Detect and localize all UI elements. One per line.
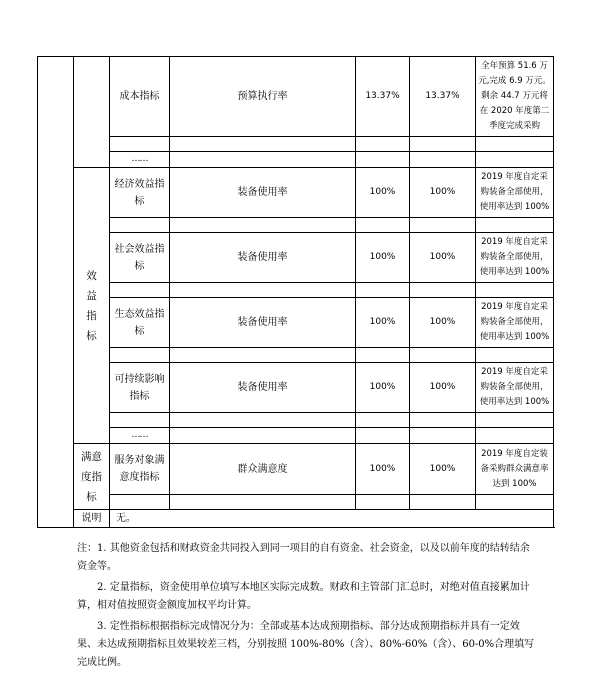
notes-section — [77, 540, 537, 675]
table-row — [38, 413, 554, 428]
explain-value-cell: 无。 — [110, 510, 554, 528]
satisfaction-actual-cell: 100% — [410, 444, 476, 495]
satisfaction-l1-label: 满意度指标 — [81, 450, 102, 503]
table-row — [38, 348, 554, 363]
benefit-indicator-cell: 装备使用率 — [170, 233, 356, 283]
satisfaction-l1-cell — [74, 444, 110, 510]
benefit-target-cell: 100% — [356, 363, 410, 413]
satisfaction-l2-cell: 服务对象满意度指标 — [110, 444, 170, 495]
satisfaction-target-cell: 100% — [356, 444, 410, 495]
benefit-target-cell: 100% — [356, 233, 410, 283]
benefit-actual-cell: 100% — [410, 298, 476, 348]
note-3: 3. 定性指标根据指标完成情况分为：全部或基本达成预期指标、部分达成预期指标并具有一定效果、未达成预期指标且效果较差三档，分别按照 100%-80%（含）、80%-60%（含）、60-0%合理填写完成比例。 — [77, 621, 535, 668]
table-row — [38, 495, 554, 510]
benefit-remark-cell: 2019 年度自定采购装备全部使用，使用率达到 100% — [476, 168, 554, 218]
satisfaction-remark-cell: 2019 年度自定装备采购群众满意率达到 100% — [476, 444, 554, 495]
benefit-l2-cell: 社会效益指标 — [110, 233, 170, 283]
benefit-ellipsis-cell: …… — [110, 428, 170, 444]
table-row — [38, 428, 554, 444]
cost-indicator-cell: 预算执行率 — [170, 57, 356, 137]
benefit-l2-cell: 经济效益指标 — [110, 168, 170, 218]
table-row — [38, 57, 554, 137]
benefit-actual-cell: 100% — [410, 168, 476, 218]
benefit-actual-cell: 100% — [410, 233, 476, 283]
benefit-l2-cell: 生态效益指标 — [110, 298, 170, 348]
table-row — [38, 137, 554, 152]
benefit-remark-cell: 2019 年度自定采购装备全部使用，使用率达到 100% — [476, 233, 554, 283]
benefit-remark-cell: 2019 年度自定采购装备全部使用，使用率达到 100% — [476, 363, 554, 413]
cost-ellipsis-cell: …… — [110, 152, 170, 168]
benefit-indicator-cell: 装备使用率 — [170, 363, 356, 413]
satisfaction-indicator-cell: 群众满意度 — [170, 444, 356, 495]
outer-blank-cell — [38, 57, 74, 528]
performance-indicator-table — [37, 56, 554, 528]
table-row — [38, 152, 554, 168]
benefit-indicator-cell: 装备使用率 — [170, 298, 356, 348]
benefit-l1-cell — [74, 168, 110, 444]
output-l1-cell — [74, 57, 110, 168]
table-row — [38, 233, 554, 283]
benefit-indicator-cell: 装备使用率 — [170, 168, 356, 218]
cost-l2-cell: 成本指标 — [110, 57, 170, 137]
table-row — [38, 510, 554, 528]
benefit-remark-cell: 2019 年度自定采购装备全部使用，使用率达到 100% — [476, 298, 554, 348]
table-row — [38, 168, 554, 218]
benefit-l2-cell: 可持续影响指标 — [110, 363, 170, 413]
note-2: 2. 定量指标，资金使用单位填写本地区实际完成数。财政和主管部门汇总时，对绝对值直接累加计算，相对值按照资金额度加权平均计算。 — [77, 582, 530, 611]
table-row — [38, 363, 554, 413]
benefit-target-cell: 100% — [356, 168, 410, 218]
benefit-l1-label: 效益指标 — [86, 269, 97, 342]
table-row — [38, 298, 554, 348]
cost-actual-cell: 13.37% — [410, 57, 476, 137]
explain-label-cell: 说明 — [74, 510, 110, 528]
cost-remark-cell: 全年预算 51.6 万元,完成 6.9 万元。剩余 44.7 万元将在 2020 年度第二季度完成采购 — [476, 57, 554, 137]
benefit-actual-cell: 100% — [410, 363, 476, 413]
table-row — [38, 444, 554, 495]
note-1: 注：1. 其他资金包括和财政资金共同投入到同一项目的自有资金、社会资金，以及以前年度的结转结余资金等。 — [77, 543, 530, 572]
table-row — [38, 283, 554, 298]
cost-target-cell: 13.37% — [356, 57, 410, 137]
benefit-target-cell: 100% — [356, 298, 410, 348]
table-row — [38, 218, 554, 233]
